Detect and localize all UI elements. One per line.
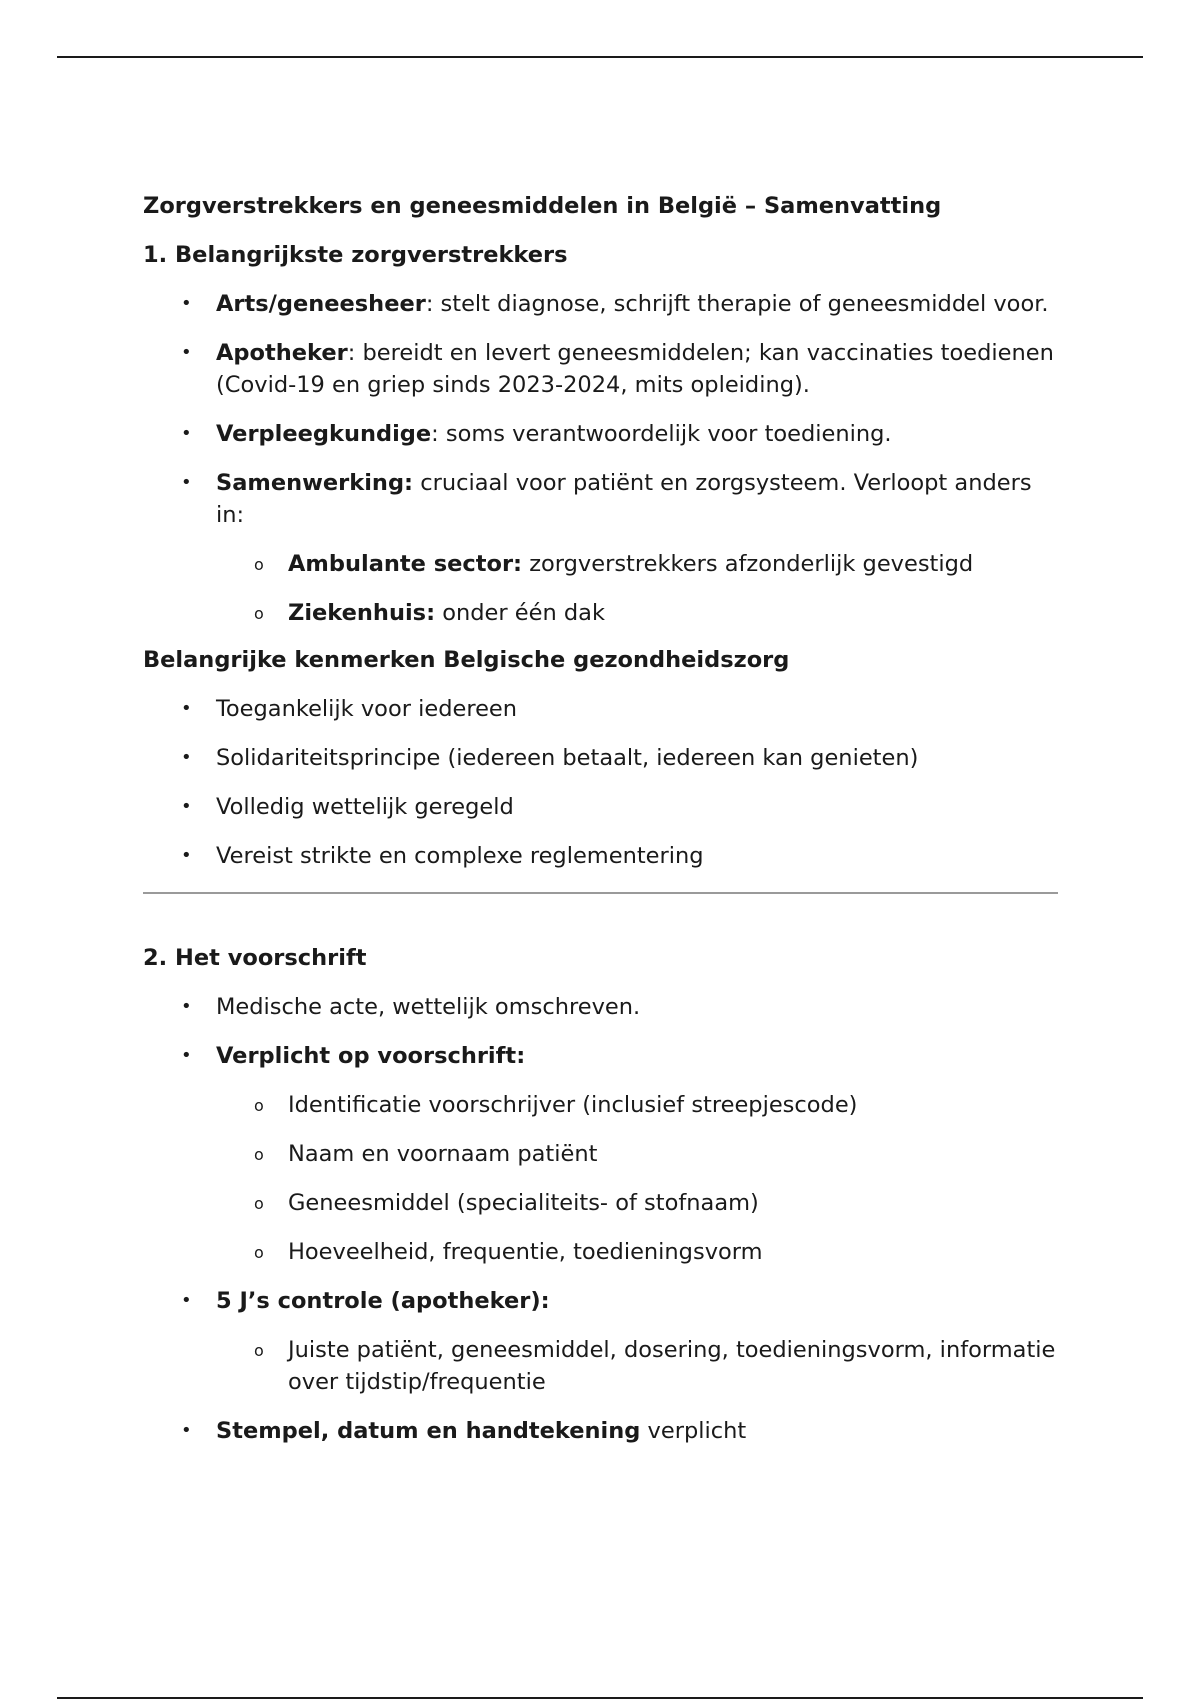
list-item bbox=[143, 1415, 1058, 1447]
list-item-term: Apotheker bbox=[216, 340, 348, 366]
list-item-text: Vereist strikte en complexe reglementering bbox=[216, 843, 704, 869]
bullet: • bbox=[181, 1045, 192, 1066]
list-item-text: Toegankelijk voor iedereen bbox=[216, 696, 518, 722]
list-item bbox=[143, 288, 1058, 320]
sub-item-text: Geneesmiddel (specialiteits- of stofnaam) bbox=[288, 1190, 759, 1216]
sub-item-term: Ambulante sector: bbox=[288, 551, 523, 577]
sub-list-item bbox=[216, 1187, 1058, 1219]
sub-list-item bbox=[216, 597, 1058, 629]
sub-item-text: zorgverstrekkers afzonderlijk gevestigd bbox=[522, 551, 974, 577]
sub-list-item bbox=[216, 1089, 1058, 1121]
list-item-text: : stelt diagnose, schrijft therapie of geneesmiddel voor. bbox=[425, 291, 1049, 317]
section-divider bbox=[143, 892, 1058, 894]
sub-bullet: o bbox=[254, 555, 264, 574]
kenmerken-heading: Belangrijke kenmerken Belgische gezondheidszorg bbox=[143, 647, 790, 673]
page-top-rule bbox=[57, 56, 1143, 58]
list-item bbox=[143, 467, 1058, 629]
list-item bbox=[143, 791, 1058, 823]
sub-item-text: Identificatie voorschrijver (inclusief streepjescode) bbox=[288, 1092, 858, 1118]
list-item bbox=[143, 1040, 1058, 1268]
list-item-term: 5 J’s controle (apotheker): bbox=[216, 1288, 550, 1314]
section-2-heading: 2. Het voorschrift bbox=[143, 945, 367, 971]
list-item-text: Volledig wettelijk geregeld bbox=[216, 794, 514, 820]
bullet: • bbox=[181, 796, 192, 817]
sub-bullet: o bbox=[254, 1145, 264, 1164]
sub-bullet: o bbox=[254, 604, 264, 623]
bullet: • bbox=[181, 996, 192, 1017]
sub-list-item bbox=[216, 1236, 1058, 1268]
sub-item-text: Juiste patiënt, geneesmiddel, dosering, toedieningsvorm, informatie over tijdstip/frequentie bbox=[288, 1337, 1056, 1395]
bullet: • bbox=[181, 698, 192, 719]
list-item bbox=[143, 742, 1058, 774]
kenmerken-list bbox=[143, 693, 1058, 872]
page-bottom-rule bbox=[57, 1697, 1143, 1699]
sub-list bbox=[216, 548, 1058, 629]
sub-list bbox=[216, 1089, 1058, 1268]
document-title: Zorgverstrekkers en geneesmiddelen in België – Samenvatting bbox=[143, 193, 942, 219]
list-item bbox=[143, 1285, 1058, 1398]
bullet: • bbox=[181, 472, 192, 493]
bullet: • bbox=[181, 1420, 192, 1441]
section-2-list bbox=[143, 991, 1058, 1447]
sub-bullet: o bbox=[254, 1341, 264, 1360]
list-item-term: Verpleegkundige bbox=[216, 421, 432, 447]
section-1-heading: 1. Belangrijkste zorgverstrekkers bbox=[143, 242, 568, 268]
bullet: • bbox=[181, 342, 192, 363]
sub-item-text: onder één dak bbox=[435, 600, 605, 626]
sub-item-term: Ziekenhuis: bbox=[288, 600, 436, 626]
bullet: • bbox=[181, 747, 192, 768]
bullet: • bbox=[181, 423, 192, 444]
list-item bbox=[143, 337, 1058, 401]
sub-bullet: o bbox=[254, 1194, 264, 1213]
list-item-text: : soms verantwoordelijk voor toediening. bbox=[431, 421, 892, 447]
list-item-text: : bereidt en levert geneesmiddelen; kan vaccinaties toedienen (Covid-19 en griep sinds 2023-2024, mits opleiding). bbox=[216, 340, 1054, 398]
sub-item-text: Naam en voornaam patiënt bbox=[288, 1141, 598, 1167]
sub-list-item bbox=[216, 1138, 1058, 1170]
sub-item-text: Hoeveelheid, frequentie, toedieningsvorm bbox=[288, 1239, 763, 1265]
document-body bbox=[143, 190, 1058, 1464]
bullet: • bbox=[181, 845, 192, 866]
list-item-text: Medische acte, wettelijk omschreven. bbox=[216, 994, 641, 1020]
bullet: • bbox=[181, 1290, 192, 1311]
list-item-term: Verplicht op voorschrift: bbox=[216, 1043, 526, 1069]
list-item bbox=[143, 418, 1058, 450]
list-item-text: verplicht bbox=[640, 1418, 747, 1444]
list-item-text: cruciaal voor patiënt en zorgsysteem. Verloopt anders in: bbox=[216, 470, 1032, 528]
bullet: • bbox=[181, 293, 192, 314]
list-item bbox=[143, 840, 1058, 872]
list-item-term: Samenwerking: bbox=[216, 470, 414, 496]
sub-bullet: o bbox=[254, 1243, 264, 1262]
list-item bbox=[143, 991, 1058, 1023]
list-item-text: Solidariteitsprincipe (iedereen betaalt, iedereen kan genieten) bbox=[216, 745, 919, 771]
list-item-term: Arts/geneesheer bbox=[216, 291, 426, 317]
sub-list-item bbox=[216, 1334, 1058, 1398]
sub-list-item bbox=[216, 548, 1058, 580]
sub-list bbox=[216, 1334, 1058, 1398]
section-1-list bbox=[143, 288, 1058, 629]
sub-bullet: o bbox=[254, 1096, 264, 1115]
list-item bbox=[143, 693, 1058, 725]
list-item-term: Stempel, datum en handtekening bbox=[216, 1418, 641, 1444]
